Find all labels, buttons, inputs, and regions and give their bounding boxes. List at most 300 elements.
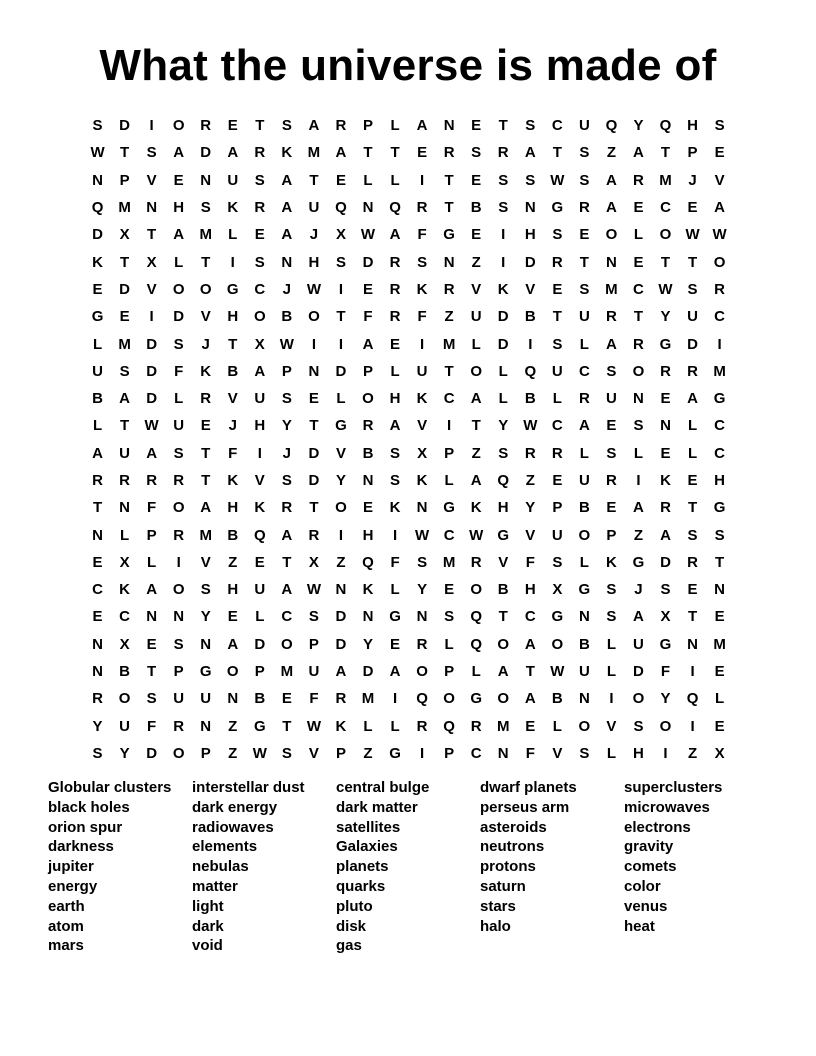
grid-letter: Q xyxy=(253,526,266,544)
grid-letter: F xyxy=(309,690,319,708)
grid-letter: L xyxy=(92,417,103,435)
grid-letter: K xyxy=(335,717,347,735)
grid-letter: P xyxy=(200,744,211,762)
grid-letter: K xyxy=(389,499,401,517)
grid-letter: C xyxy=(578,362,590,380)
grid-letter: S xyxy=(146,144,157,162)
grid-letter: P xyxy=(444,663,455,681)
grid-letter: Z xyxy=(444,308,454,326)
grid-letter: B xyxy=(227,526,239,544)
grid-letter: E xyxy=(227,608,238,626)
grid-letter: W xyxy=(523,417,538,435)
grid-letter: N xyxy=(119,499,130,517)
grid-letter: E xyxy=(308,390,319,408)
grid-letter: O xyxy=(281,635,293,653)
grid-letter: R xyxy=(497,144,509,162)
grid-letter: W xyxy=(252,744,267,762)
grid-letter: N xyxy=(92,663,103,681)
word-item: quarks xyxy=(336,877,386,895)
grid-letter: U xyxy=(173,690,185,708)
grid-letter: K xyxy=(281,144,293,162)
grid-letter: S xyxy=(498,171,509,189)
grid-letter: I xyxy=(528,335,533,353)
grid-letter: S xyxy=(660,581,671,599)
grid-letter: B xyxy=(470,199,482,217)
grid-letter: I xyxy=(176,553,181,571)
grid-letter: F xyxy=(417,308,427,326)
grid-row xyxy=(84,521,733,548)
word-item: radiowaves xyxy=(192,818,274,836)
word-item: Globular clusters xyxy=(48,779,172,796)
grid-letter: L xyxy=(633,226,644,244)
grid-letter: N xyxy=(687,635,698,653)
grid-letter: J xyxy=(309,226,319,244)
grid-letter: T xyxy=(255,117,265,135)
grid-letter: L xyxy=(147,553,157,571)
grid-letter: A xyxy=(714,199,726,217)
grid-letter: I xyxy=(663,744,668,762)
grid-letter: E xyxy=(417,144,428,162)
grid-row xyxy=(84,685,733,712)
grid-letter: E xyxy=(362,499,373,517)
grid-letter: S xyxy=(552,226,563,244)
grid-letter: Z xyxy=(363,744,373,762)
grid-letter: L xyxy=(228,226,238,244)
word-item: planets xyxy=(336,858,389,876)
grid-row xyxy=(84,194,733,221)
grid-letter: U xyxy=(605,390,617,408)
grid-row xyxy=(84,358,733,385)
grid-letter: A xyxy=(605,199,617,217)
grid-letter: F xyxy=(525,553,535,571)
grid-row xyxy=(84,276,733,303)
grid-letter: N xyxy=(524,199,536,217)
grid-letter: E xyxy=(687,472,698,489)
grid-letter: S xyxy=(200,199,211,217)
grid-letter: F xyxy=(363,308,373,326)
grid-letter: I xyxy=(690,717,695,735)
grid-letter: U xyxy=(470,308,482,326)
grid-letter: E xyxy=(390,635,401,653)
grid-letter: D xyxy=(254,635,266,653)
grid-letter: E xyxy=(660,444,671,462)
grid-letter: J xyxy=(228,417,237,435)
grid-letter: A xyxy=(362,335,374,353)
grid-letter: D xyxy=(497,308,509,326)
grid-letter: A xyxy=(227,144,239,162)
grid-letter: R xyxy=(443,280,455,298)
grid-letter: N xyxy=(416,499,428,517)
grid-letter: Q xyxy=(470,635,483,653)
grid-letter: G xyxy=(713,390,726,408)
grid-letter: M xyxy=(307,144,321,162)
grid-letter: R xyxy=(254,144,266,162)
grid-letter: E xyxy=(200,417,211,435)
grid-letter: I xyxy=(717,335,722,353)
grid-letter: H xyxy=(633,744,644,762)
grid-letter: W xyxy=(144,417,159,435)
word-item: superclusters xyxy=(624,779,723,796)
grid-letter: Z xyxy=(228,717,238,735)
grid-letter: L xyxy=(119,526,130,544)
grid-letter: P xyxy=(119,171,130,189)
grid-letter: E xyxy=(471,226,482,244)
grid-letter: E xyxy=(92,608,103,626)
grid-letter: V xyxy=(606,717,617,735)
grid-letter: E xyxy=(633,253,644,271)
grid-letter: P xyxy=(254,663,265,681)
grid-letter: Z xyxy=(633,526,644,544)
grid-letter: O xyxy=(632,362,645,380)
grid-letter: E xyxy=(552,280,563,298)
grid-letter: R xyxy=(578,390,590,408)
grid-letter: D xyxy=(119,117,130,135)
grid-letter: L xyxy=(363,171,373,189)
grid-letter: L xyxy=(390,171,400,189)
grid-letter: X xyxy=(308,553,319,571)
grid-letter: T xyxy=(687,499,698,517)
grid-letter: N xyxy=(146,199,158,217)
grid-letter: T xyxy=(309,417,319,435)
grid-letter: L xyxy=(579,335,589,353)
grid-letter: H xyxy=(227,308,239,326)
grid-letter: Y xyxy=(498,417,509,435)
grid-letter: T xyxy=(92,499,103,517)
grid-letter: O xyxy=(118,690,131,708)
grid-letter: W xyxy=(469,526,484,544)
word-item: jupiter xyxy=(48,858,94,876)
grid-letter: Q xyxy=(91,199,104,217)
grid-letter: V xyxy=(498,553,509,571)
grid-letter: S xyxy=(606,362,617,380)
grid-letter: B xyxy=(524,390,536,408)
grid-letter: A xyxy=(416,117,428,135)
grid-letter: Q xyxy=(605,117,618,135)
word-column xyxy=(48,778,192,956)
grid-letter: K xyxy=(416,472,428,489)
grid-letter: R xyxy=(470,553,482,571)
grid-letter: S xyxy=(417,253,428,271)
grid-row xyxy=(84,549,733,576)
grid-letter: Y xyxy=(660,308,671,326)
grid-letter: T xyxy=(336,308,346,326)
grid-letter: O xyxy=(362,390,374,408)
grid-letter: Y xyxy=(525,499,536,517)
grid-letter: G xyxy=(91,308,104,326)
grid-letter: E xyxy=(471,117,482,135)
grid-letter: I xyxy=(447,417,452,435)
grid-letter: M xyxy=(659,171,672,189)
grid-row xyxy=(84,112,733,139)
grid-letter: U xyxy=(551,362,563,380)
grid-row xyxy=(84,467,733,494)
grid-letter: P xyxy=(444,744,455,762)
grid-letter: L xyxy=(498,390,508,408)
grid-letter: A xyxy=(687,390,698,408)
word-item: saturn xyxy=(480,877,526,895)
word-item: gravity xyxy=(624,838,674,856)
grid-letter: O xyxy=(335,499,347,517)
grid-letter: S xyxy=(525,171,536,189)
grid-letter: I xyxy=(420,335,425,353)
grid-letter: R xyxy=(173,472,185,489)
grid-letter: P xyxy=(308,635,319,653)
grid-letter: E xyxy=(579,226,590,244)
grid-letter: D xyxy=(335,608,347,626)
grid-letter: T xyxy=(282,717,292,735)
grid-letter: H xyxy=(227,499,239,517)
grid-letter: R xyxy=(551,444,563,462)
grid-letter: S xyxy=(173,335,184,353)
grid-letter: S xyxy=(390,472,401,489)
grid-letter: S xyxy=(471,144,482,162)
grid-letter: I xyxy=(230,253,235,271)
grid-letter: O xyxy=(713,253,726,271)
grid-letter: S xyxy=(579,744,590,762)
grid-letter: S xyxy=(552,553,563,571)
word-item: dwarf planets xyxy=(480,779,577,796)
grid-letter: Y xyxy=(417,581,428,599)
grid-letter: S xyxy=(417,553,428,571)
word-item: pluto xyxy=(336,897,373,915)
grid-letter: X xyxy=(146,253,157,271)
grid-letter: R xyxy=(605,472,617,489)
grid-letter: N xyxy=(335,581,347,599)
grid-letter: E xyxy=(660,390,671,408)
grid-letter: N xyxy=(362,199,374,217)
grid-letter: O xyxy=(172,499,185,517)
grid-letter: T xyxy=(444,171,454,189)
grid-letter: D xyxy=(362,663,374,681)
grid-letter: C xyxy=(254,280,266,298)
grid-letter: I xyxy=(149,308,154,326)
grid-letter: R xyxy=(687,362,698,380)
grid-letter: T xyxy=(687,608,698,626)
grid-row xyxy=(84,248,733,275)
grid-letter: N xyxy=(200,717,212,735)
grid-letter: A xyxy=(389,417,401,435)
grid-letter: R xyxy=(335,117,347,135)
grid-letter: W xyxy=(90,144,105,162)
grid-letter: F xyxy=(174,362,184,380)
grid-letter: M xyxy=(199,226,212,244)
grid-letter: D xyxy=(200,144,212,162)
grid-letter: N xyxy=(281,253,293,271)
grid-letter: S xyxy=(606,444,617,462)
grid-letter: E xyxy=(687,581,698,599)
grid-letter: A xyxy=(308,117,320,135)
grid-letter: Y xyxy=(119,744,130,762)
word-item: gas xyxy=(336,937,362,955)
grid-letter: P xyxy=(335,744,346,762)
grid-letter: T xyxy=(147,663,157,681)
grid-letter: B xyxy=(578,635,590,653)
grid-letter: X xyxy=(119,635,130,653)
grid-letter: K xyxy=(416,390,428,408)
grid-letter: N xyxy=(443,117,455,135)
grid-letter: L xyxy=(606,635,616,653)
grid-letter: N xyxy=(173,608,185,626)
grid-letter: T xyxy=(147,226,157,244)
grid-letter: R xyxy=(200,117,212,135)
grid-letter: L xyxy=(471,335,481,353)
grid-letter: L xyxy=(92,335,103,353)
grid-letter: G xyxy=(632,553,645,571)
grid-letter: Q xyxy=(524,362,537,380)
grid-letter: R xyxy=(687,553,698,571)
grid-letter: S xyxy=(146,690,157,708)
grid-letter: N xyxy=(714,581,726,599)
page-title: What the universe is made of xyxy=(99,41,717,90)
grid-row xyxy=(84,740,733,767)
grid-letter: I xyxy=(149,117,154,135)
grid-letter: J xyxy=(201,335,210,353)
grid-letter: L xyxy=(174,390,184,408)
grid-letter: T xyxy=(687,253,698,271)
grid-letter: E xyxy=(552,472,563,489)
grid-letter: Q xyxy=(389,199,401,217)
grid-letter: H xyxy=(227,581,239,599)
word-item: color xyxy=(624,877,661,895)
grid-row xyxy=(84,221,733,248)
grid-letter: T xyxy=(444,362,454,380)
grid-letter: I xyxy=(257,444,262,462)
grid-letter: T xyxy=(660,144,671,162)
grid-letter: R xyxy=(714,280,726,298)
word-bank xyxy=(48,778,768,956)
grid-letter: S xyxy=(254,171,265,189)
grid-row xyxy=(84,494,733,521)
grid-letter: O xyxy=(308,308,320,326)
word-item: satellites xyxy=(336,818,401,836)
grid-letter: A xyxy=(335,663,347,681)
grid-letter: R xyxy=(416,199,428,217)
grid-letter: V xyxy=(254,472,265,489)
grid-letter: A xyxy=(281,199,293,217)
grid-letter: L xyxy=(579,553,589,571)
grid-letter: K xyxy=(92,253,103,271)
grid-letter: V xyxy=(552,744,563,762)
grid-letter: K xyxy=(416,280,428,298)
grid-letter: S xyxy=(579,280,590,298)
grid-letter: L xyxy=(390,581,400,599)
grid-letter: R xyxy=(660,499,671,517)
grid-letter: V xyxy=(200,308,211,326)
grid-letter: S xyxy=(390,444,401,462)
grid-letter: T xyxy=(201,253,211,271)
grid-letter: P xyxy=(606,526,617,544)
grid-letter: G xyxy=(443,499,455,517)
grid-letter: A xyxy=(173,144,185,162)
grid-letter: Y xyxy=(633,117,644,135)
grid-letter: L xyxy=(687,417,698,435)
grid-letter: C xyxy=(714,444,726,462)
grid-letter: H xyxy=(497,499,509,517)
grid-letter: R xyxy=(633,335,644,353)
grid-letter: O xyxy=(416,663,428,681)
grid-letter: T xyxy=(471,417,481,435)
grid-letter: B xyxy=(92,390,103,408)
grid-letter: K xyxy=(660,472,671,489)
grid-letter: O xyxy=(497,690,510,708)
grid-letter: I xyxy=(338,335,344,353)
grid-letter: R xyxy=(389,253,401,271)
grid-letter: D xyxy=(524,253,536,271)
grid-letter: O xyxy=(470,362,483,380)
grid-letter: V xyxy=(146,171,157,189)
grid-letter: T xyxy=(579,253,589,271)
grid-letter: K xyxy=(227,472,239,489)
grid-row xyxy=(84,603,733,630)
grid-letter: E xyxy=(606,417,617,435)
grid-letter: X xyxy=(119,553,130,571)
grid-letter: P xyxy=(173,663,184,681)
grid-letter: A xyxy=(281,581,293,599)
grid-letter: S xyxy=(525,117,536,135)
grid-letter: L xyxy=(552,390,562,408)
grid-letter: J xyxy=(282,280,292,298)
word-item: dark xyxy=(192,917,224,935)
grid-letter: R xyxy=(633,171,644,189)
word-item: energy xyxy=(48,877,98,895)
grid-letter: X xyxy=(335,226,346,244)
grid-letter: C xyxy=(551,417,563,435)
grid-letter: F xyxy=(228,444,238,462)
grid-letter: Z xyxy=(228,744,238,762)
grid-letter: E xyxy=(390,335,401,353)
grid-letter: A xyxy=(281,171,293,189)
grid-letter: M xyxy=(199,526,212,544)
grid-letter: P xyxy=(444,444,455,462)
grid-letter: S xyxy=(714,526,725,544)
word-item: atom xyxy=(48,917,84,935)
grid-letter: W xyxy=(306,581,321,599)
grid-letter: N xyxy=(362,472,374,489)
grid-letter: A xyxy=(146,581,158,599)
word-item: void xyxy=(192,937,223,955)
grid-letter: A xyxy=(281,226,293,244)
grid-letter: Y xyxy=(92,717,103,735)
grid-letter: S xyxy=(281,390,292,408)
grid-letter: U xyxy=(119,444,130,462)
grid-letter: R xyxy=(281,499,293,517)
grid-letter: R xyxy=(335,690,347,708)
word-item: nebulas xyxy=(192,858,249,876)
grid-letter: U xyxy=(308,663,320,681)
grid-letter: S xyxy=(687,526,698,544)
grid-letter: O xyxy=(253,308,266,326)
grid-letter: H xyxy=(389,390,401,408)
grid-row xyxy=(84,440,733,467)
grid-letter: J xyxy=(282,444,292,462)
grid-letter: R xyxy=(416,717,428,735)
grid-letter: N xyxy=(200,171,212,189)
word-item: comets xyxy=(624,858,677,876)
grid-letter: L xyxy=(715,690,725,708)
grid-letter: V xyxy=(335,444,346,462)
grid-letter: O xyxy=(551,635,564,653)
grid-letter: U xyxy=(254,390,266,408)
grid-letter: A xyxy=(254,362,266,380)
grid-letter: D xyxy=(173,308,185,326)
grid-letter: A xyxy=(470,390,482,408)
word-item: darkness xyxy=(48,838,114,856)
grid-letter: M xyxy=(280,663,294,681)
grid-letter: D xyxy=(146,362,158,380)
grid-letter: N xyxy=(578,608,590,626)
grid-letter: G xyxy=(551,199,564,217)
grid-letter: Q xyxy=(686,690,699,708)
